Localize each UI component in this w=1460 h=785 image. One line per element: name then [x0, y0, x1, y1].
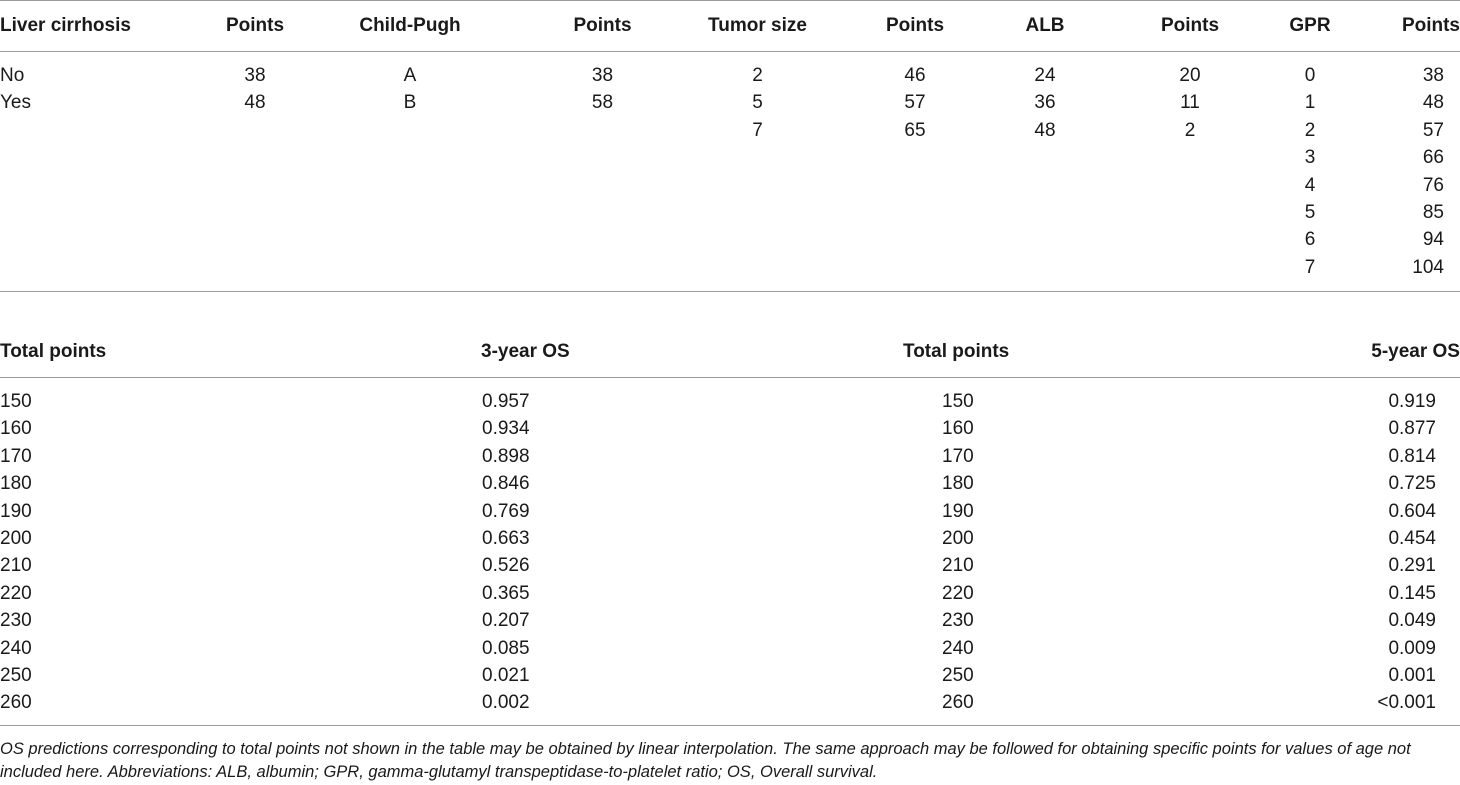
tumor-size-value: [655, 172, 820, 199]
tumor-size-points: [820, 144, 970, 171]
alb-value: [970, 144, 1100, 171]
table-row: [0, 525, 1460, 552]
liver-cirrhosis-points: 38: [244, 65, 266, 86]
total-points-5yr: 260: [942, 692, 974, 714]
child-pugh-value: [330, 199, 490, 226]
gpr-points: 85: [1422, 202, 1444, 224]
os-5-year-value: 0.145: [1388, 582, 1436, 604]
alb-points: 2: [1184, 119, 1196, 141]
header-points: Points: [225, 15, 285, 36]
tumor-size-points: 65: [904, 119, 926, 141]
gpr-value: 3: [1304, 147, 1316, 169]
points-table: [0, 0, 1460, 292]
survival-table: [0, 327, 1460, 726]
header-points: Points: [1401, 15, 1460, 36]
liver-cirrhosis-points: [150, 199, 330, 226]
os-5-year-value: 0.604: [1388, 500, 1436, 522]
table-row: [0, 662, 1460, 689]
os-3-year-value: 0.898: [482, 445, 530, 467]
alb-points: [1100, 144, 1240, 171]
total-points-5yr: 160: [942, 418, 974, 440]
os-3-year-value: 0.021: [482, 665, 530, 687]
total-points-3yr: 190: [0, 500, 32, 522]
liver-cirrhosis-value: [0, 199, 150, 226]
table-row: [0, 117, 1460, 144]
liver-cirrhosis-points: [150, 226, 330, 253]
os-3-year-value: 0.526: [482, 555, 530, 577]
alb-points: 20: [1179, 65, 1201, 86]
gpr-points: 48: [1422, 92, 1444, 114]
os-3-year-value: 0.846: [482, 473, 530, 495]
os-5-year-value: 0.291: [1388, 555, 1436, 577]
gpr-value: 5: [1304, 202, 1316, 224]
tumor-size-value: 7: [752, 119, 763, 141]
total-points-3yr: 230: [0, 610, 32, 632]
total-points-3yr: 170: [0, 445, 32, 467]
total-points-3yr: 160: [0, 418, 32, 440]
tumor-size-points: [820, 199, 970, 226]
gpr-points: 38: [1422, 65, 1444, 86]
liver-cirrhosis-points: [150, 144, 330, 171]
total-points-5yr: 240: [942, 637, 974, 659]
child-pugh-points: [490, 226, 655, 253]
child-pugh-points: 38: [591, 65, 614, 86]
table-row: [0, 254, 1460, 292]
liver-cirrhosis-points: [150, 117, 330, 144]
os-5-year-value: 0.919: [1388, 391, 1436, 412]
table-row: [0, 552, 1460, 579]
child-pugh-points: [490, 144, 655, 171]
gpr-points: 57: [1422, 119, 1444, 141]
total-points-3yr: 220: [0, 582, 32, 604]
os-5-year-value: 0.725: [1388, 473, 1436, 495]
total-points-5yr: 230: [942, 610, 974, 632]
alb-points: [1100, 199, 1240, 226]
tumor-size-value: [655, 199, 820, 226]
alb-value: [970, 254, 1100, 292]
total-points-3yr: 250: [0, 665, 32, 687]
liver-cirrhosis-value: [0, 226, 150, 253]
table-row: [0, 378, 1460, 416]
child-pugh-points: [490, 199, 655, 226]
alb-value: 48: [1034, 119, 1056, 141]
header-points: Points: [885, 15, 945, 36]
tumor-size-points: [820, 226, 970, 253]
os-5-year-value: 0.001: [1388, 665, 1436, 687]
table-row: [0, 689, 1460, 725]
total-points-3yr: 200: [0, 528, 32, 550]
total-points-3yr: 180: [0, 473, 32, 495]
alb-value: 24: [1034, 65, 1056, 86]
gpr-value: 7: [1304, 256, 1316, 278]
tumor-size-points: [820, 172, 970, 199]
alb-points: [1100, 226, 1240, 253]
total-points-3yr: 240: [0, 637, 32, 659]
table-row: [0, 607, 1460, 634]
tumor-size-value: [655, 144, 820, 171]
liver-cirrhosis-points: [150, 172, 330, 199]
os-3-year-value: 0.769: [482, 500, 530, 522]
os-5-year-value: 0.009: [1388, 637, 1436, 659]
tumor-size-points: [820, 254, 970, 292]
table-row: [0, 443, 1460, 470]
gpr-value: 4: [1304, 174, 1316, 196]
total-points-5yr: 200: [942, 528, 974, 550]
liver-cirrhosis-points: [150, 254, 330, 292]
table-row: [0, 580, 1460, 607]
liver-cirrhosis-value: Yes: [0, 92, 31, 114]
table-footnote: OS predictions corresponding to total points not shown in the table may be obtained by linear interpolation. The same approach may be followed for obtaining specific points for values of age not included here. Abbreviations: ALB, albumin; GPR, gamma-glutamyl transpeptidase-to-platelet ratio; OS, Overall survival.: [0, 740, 1411, 781]
os-3-year-value: 0.002: [482, 692, 530, 714]
header-total-points: Total points: [0, 341, 107, 362]
alb-value: 36: [1034, 92, 1056, 114]
child-pugh-value: [330, 254, 490, 292]
child-pugh-points: [490, 172, 655, 199]
header-liver-cirrhosis: Liver cirrhosis: [0, 15, 131, 36]
alb-value: [970, 226, 1100, 253]
header-gpr: GPR: [1289, 15, 1331, 36]
tumor-size-value: [655, 254, 820, 292]
header-3-year-os: 3-year OS: [481, 341, 570, 362]
table-row: [0, 470, 1460, 497]
liver-cirrhosis-points: 48: [244, 92, 266, 114]
tumor-size-points: 46: [904, 65, 926, 86]
tumor-size-value: [655, 226, 820, 253]
os-5-year-value: <0.001: [1377, 692, 1436, 714]
child-pugh-points: [490, 254, 655, 292]
os-5-year-value: 0.814: [1388, 445, 1436, 467]
table-row: [0, 172, 1460, 199]
os-3-year-value: 0.207: [482, 610, 530, 632]
table-row: [0, 199, 1460, 226]
tumor-size-value: 2: [752, 65, 763, 86]
tumor-size-value: 5: [752, 92, 763, 114]
liver-cirrhosis-value: [0, 117, 150, 144]
child-pugh-value: A: [403, 65, 417, 86]
survival-table-header: [0, 327, 1460, 378]
gpr-points: 94: [1422, 229, 1444, 251]
total-points-5yr: 180: [942, 473, 974, 495]
table-row: [0, 415, 1460, 442]
gpr-value: 2: [1304, 119, 1316, 141]
liver-cirrhosis-value: [0, 144, 150, 171]
table-row: [0, 89, 1460, 116]
gpr-value: 1: [1304, 92, 1316, 114]
header-child-pugh: Child-Pugh: [359, 15, 461, 36]
alb-points: [1100, 254, 1240, 292]
liver-cirrhosis-value: [0, 172, 150, 199]
header-tumor-size: Tumor size: [708, 15, 807, 36]
header-alb: ALB: [1025, 15, 1065, 36]
table-row: [0, 226, 1460, 253]
liver-cirrhosis-value: [0, 254, 150, 292]
child-pugh-value: [330, 172, 490, 199]
gpr-points: 66: [1422, 147, 1444, 169]
header-points: Points: [573, 15, 632, 36]
total-points-5yr: 220: [942, 582, 974, 604]
child-pugh-points: 58: [591, 92, 614, 114]
child-pugh-value: [330, 226, 490, 253]
os-5-year-value: 0.877: [1388, 418, 1436, 440]
os-3-year-value: 0.365: [482, 582, 530, 604]
tumor-size-points: 57: [904, 92, 926, 114]
total-points-5yr: 210: [942, 555, 974, 577]
liver-cirrhosis-value: No: [0, 65, 25, 86]
header-points: Points: [1160, 15, 1220, 36]
os-3-year-value: 0.663: [482, 528, 530, 550]
gpr-value: 6: [1304, 229, 1316, 251]
os-3-year-value: 0.934: [482, 418, 530, 440]
alb-points: 11: [1180, 92, 1200, 114]
alb-points: [1100, 172, 1240, 199]
total-points-3yr: 210: [0, 555, 32, 577]
table-row: [0, 635, 1460, 662]
points-table-header: [0, 1, 1460, 52]
child-pugh-value: [330, 144, 490, 171]
total-points-5yr: 250: [942, 665, 974, 687]
child-pugh-points: [490, 117, 655, 144]
os-5-year-value: 0.454: [1388, 528, 1436, 550]
child-pugh-value: [330, 117, 490, 144]
table-row: [0, 52, 1460, 90]
os-5-year-value: 0.049: [1388, 610, 1436, 632]
gpr-points: 104: [1412, 256, 1444, 278]
gpr-points: 76: [1422, 174, 1444, 196]
child-pugh-value: B: [403, 92, 417, 114]
os-3-year-value: 0.957: [482, 391, 530, 412]
header-total-points: Total points: [903, 341, 1010, 362]
gpr-value: 0: [1304, 65, 1316, 86]
os-3-year-value: 0.085: [482, 637, 530, 659]
alb-value: [970, 172, 1100, 199]
total-points-5yr: 150: [942, 391, 974, 412]
total-points-3yr: 150: [0, 391, 32, 412]
header-5-year-os: 5-year OS: [1371, 341, 1460, 362]
alb-value: [970, 199, 1100, 226]
table-row: [0, 144, 1460, 171]
total-points-5yr: 170: [942, 445, 974, 467]
total-points-5yr: 190: [942, 500, 974, 522]
table-row: [0, 498, 1460, 525]
total-points-3yr: 260: [0, 692, 32, 714]
